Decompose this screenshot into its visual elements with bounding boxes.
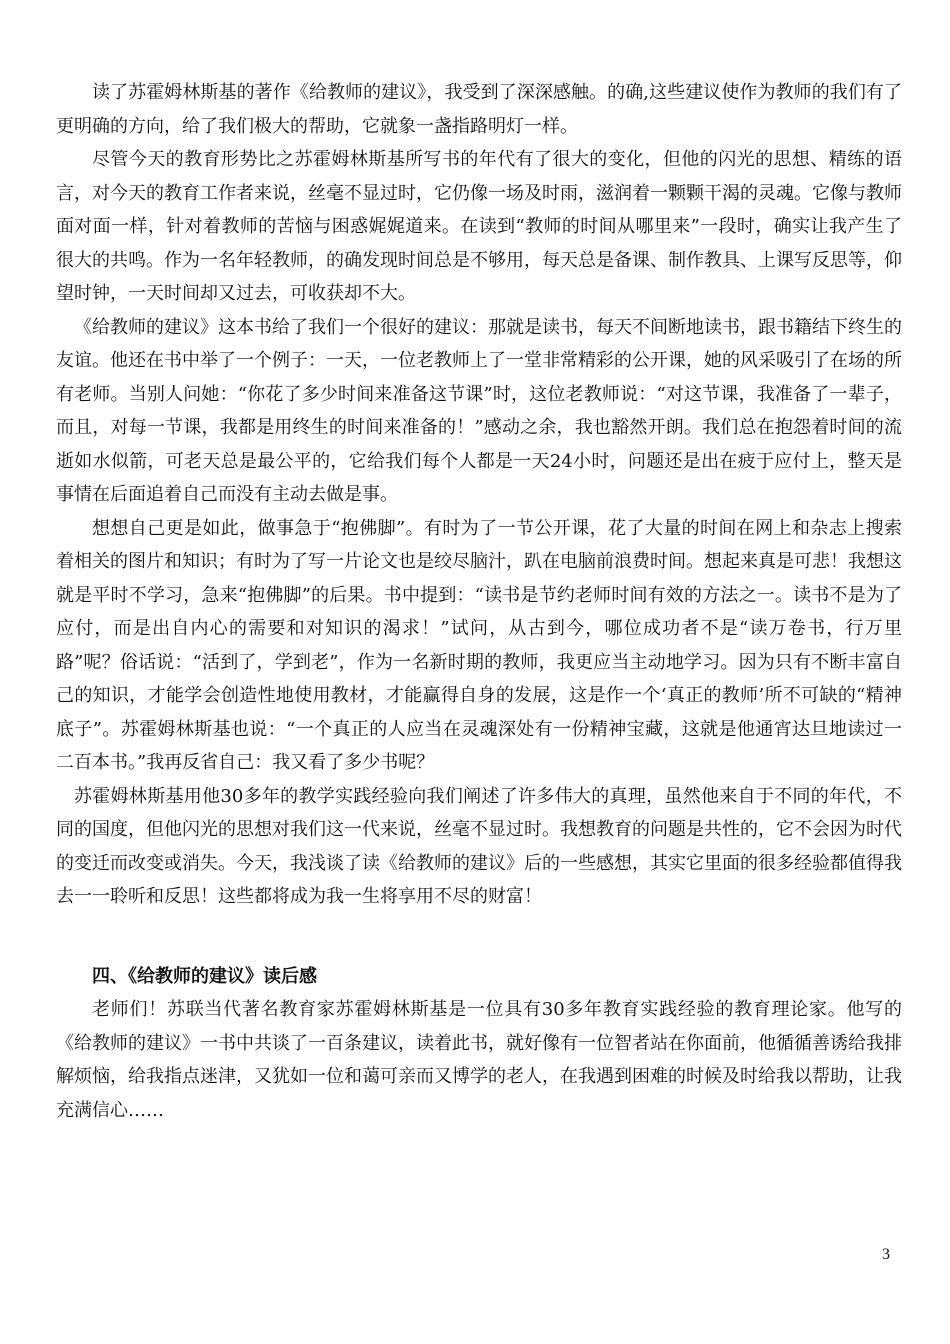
paragraph-4: 想想自己更是如此，做事急于“抱佛脚”。有时为了一节公开课，花了大量的时间在网上和杂志上搜索着相关的图片和知识；有时为了写一片论文也是绞尽脑汁，趴在电脑前浪费时间。想起来真是可悲！我想这就是平时不学习，急来“抱佛脚”的后果。书中提到：“读书是节约老师时间有效的方法之一。读书不是为了应付，而是出自内心的需要和对知识的渴求！”试问，从古到今，哪位成功者不是“读万卷书，行万里路”呢？俗话说：“活到了，学到老”，作为一名新时期的教师，我更应当主动地学习。因为只有不断丰富自己的知识，才能学会创造性地使用教材，才能赢得自身的发展，这是作一个‘真正的教师’所不可缺的“精神底子”。苏霍姆林斯基也说：“一个真正的人应当在灵魂深处有一份精神宝藏，这就是他通宵达旦地读过一二百本书。”我再反省自己：我又看了多少书呢？ [56,517,902,773]
paragraph-2: 尽管今天的教育形势比之苏霍姆林斯基所写书的年代有了很大的变化，但他的闪光的思想、精练的语言，对今天的教育工作者来说，丝毫不显过时，它仍像一场及时雨，滋润着一颗颗干渴的灵魂。它像与教师面对面一样，针对着教师的苦恼与困惑娓娓道来。在读到“教师的时间从哪里来”一段时，确实让我产生了很大的共鸣。作为一名年轻教师，的确发现时间总是不够用，每天总是备课、制作教具、上课写反思等，仰望时钟，一天时间却又过去，可收获却不大。 [56,149,902,304]
section-paragraph: 老师们！苏联当代著名教育家苏霍姆林斯基是一位具有30多年教育实践经验的教育理论家。他写的《给教师的建议》一书中共谈了一百条建议，读着此书，就好像有一位智者站在你面前，他循循善诱给我排解烦恼，给我指点迷津，又犹如一位和蔼可亲而又博学的老人，在我遇到困难的时候及时给我以帮助，让我充满信心…… [56,999,902,1121]
paragraph-5: 苏霍姆林斯基用他30多年的教学实践经验向我们阐述了许多伟大的真理，虽然他来自于不同的年代，不同的国度，但他闪光的思想对我们这一代来说，丝毫不显过时。我想教育的问题是共性的，它不会因为时代的变迁而改变或消失。今天，我浅谈了读《给教师的建议》后的一些感想，其实它里面的很多经验都值得我去一一聆听和反思！这些都将成为我一生将享用不尽的财富！ [56,785,902,907]
paragraph-1: 读了苏霍姆林斯基的著作《给教师的建议》，我受到了深深感触。的确,这些建议使作为教师的我们有了更明确的方向，给了我们极大的帮助，它就象一盏指路明灯一样。 [56,82,902,137]
document-page [56,76,902,1127]
section-heading: 四、《给教师的建议》读后感 [92,965,317,987]
paragraph-3: 《给教师的建议》这本书给了我们一个很好的建议：那就是读书，每天不间断地读书，跟书籍结下终生的友谊。他还在书中举了一个例子：一天，一位老教师上了一堂非常精彩的公开课，她的风采吸引了在场的所有老师。当别人问她：“你花了多少时间来准备这节课”时，这位老教师说：“对这节课，我准备了一辈子，而且，对每一节课，我都是用终生的时间来准备的！”感动之余，我也豁然开朗。我们总在抱怨着时间的流逝如水似箭，可老天总是最公平的，它给我们每个人都是一天24小时，问题还是出在疲于应付上，整天是事情在后面追着自己而没有主动去做是事。 [56,316,902,505]
page-number: 3 [882,1246,890,1263]
